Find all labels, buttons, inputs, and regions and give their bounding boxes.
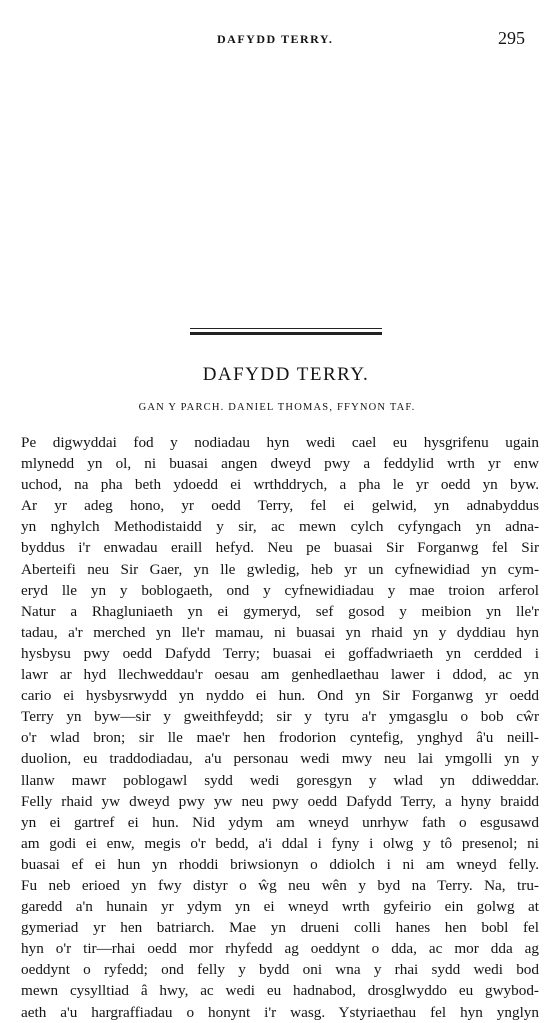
body-line: Felly rhaid yw dweyd pwy yw neu pwy oedd Dafydd Terry, a hyny braidd	[21, 792, 539, 810]
body-line: tadau, a'r merched yn lle'r mamau, ni buasai yn rhaid yn y dyddiau hyn	[21, 623, 539, 641]
body-line: Ar yr adeg hono, yr oedd Terry, fel ei gelwid, yn adnabyddus	[21, 497, 539, 515]
body-line: cario ei hysbysrwydd yn nyddo ei hun. Ond yn Sir Forganwg yr oedd	[21, 687, 539, 705]
body-line: oeddynt o ryfedd; ond felly y bydd oni wna y rhai sydd wedi bod	[21, 961, 539, 979]
body-line: hysbysu pwy oedd Dafydd Terry; buasai ei goffadwriaeth yn cerdded i	[21, 644, 539, 662]
body-line: Natur a Rhagluniaeth yn ei gymeryd, sef gosod y meibion yn lle'r	[21, 602, 539, 620]
body-line: duolion, eu traddodiadau, a'u personau wedi mwy neu lai ymgolli yn y	[21, 750, 539, 768]
body-line: Aberteifi neu Sir Gaer, yn lle gwledig, heb yr un cyfnewidiad yn cym-	[21, 560, 539, 578]
body-line: yn ei gartref ei hun. Nid ydym am wneyd unrhyw fath o esgusawd	[21, 813, 539, 831]
section-divider	[190, 328, 382, 335]
body-line: mlynedd yn ol, ni buasai angen dweyd pwy a feddylid wrth yr enw	[21, 455, 539, 473]
body-line: mewn cysylltiad â hwy, ac wedi eu hadnabod, drosglwyddo eu gwybod-	[21, 982, 539, 1000]
divider-thin-rule	[190, 328, 382, 329]
body-line: buasai ef ei hun yn rhoddi briwsionyn o ddiolch i ni am wneyd felly.	[21, 855, 539, 873]
body-line: garedd a'n hunain yr ydym yn ei wneyd wrth gyfeirio ein golwg at	[21, 898, 539, 916]
article-body	[21, 432, 539, 1023]
body-line: am godi ei enw, megis o'r bedd, a'i ddal i fyny i olwg y tô presenol; ni	[21, 834, 539, 852]
body-line: lawr ar hyd llechweddau'r oesau am genhedlaethau lawer i ddod, ac yn	[21, 666, 539, 684]
body-line: o'r wlad bron; sir lle mae'r hen frodorion cyntefig, ynghyd â'u neill-	[21, 729, 539, 747]
body-line: aeth a'u hargraffiadau o honynt i'r wasg. Ystyriaethau fel hyn ynglyn	[21, 1003, 539, 1021]
divider-thick-rule	[190, 332, 382, 335]
article-byline: GAN Y PARCH. DANIEL THOMAS, FFYNON TAF.	[138, 402, 416, 413]
body-line: yn nghylch Methodistaidd y sir, ac mewn cylch cyfyngach yn adna-	[21, 518, 539, 536]
running-title: DAFYDD TERRY.	[217, 32, 334, 46]
body-line: uchod, na pha beth ydoedd ei wrthddrych, a pha le yr oedd yn byw.	[21, 476, 539, 494]
body-line: Fu neb erioed yn fwy distyr o ŵg neu wên y byd na Terry. Na, tru-	[21, 876, 539, 894]
body-line: llanw mawr poblogawl sydd wedi goresgyn y wlad yn ddiweddar.	[21, 771, 539, 789]
body-line: hyn o'r tir—rhai oedd mor rhyfedd ag oeddynt o dda, ac mor dda ag	[21, 940, 539, 958]
body-line: Pe digwyddai fod y nodiadau hyn wedi cael eu hysgrifenu ugain	[21, 434, 539, 451]
body-line: eryd lle yn y boblogaeth, ond y cyfnewidiadau y mae troion arferol	[21, 581, 539, 599]
article-title: DAFYDD TERRY.	[202, 364, 370, 385]
body-line: Terry yn byw—sir y gweithfeydd; sir y tyru a'r ymgasglu o bob cŵr	[21, 708, 539, 726]
body-line: gymeriad yr hen batriarch. Mae yn drueni colli hanes hen bobl fel	[21, 919, 539, 937]
page-number: 295	[498, 28, 525, 48]
body-line: byddus i'r enwadau eraill hefyd. Neu pe buasai Sir Forganwg fel Sir	[21, 539, 539, 557]
